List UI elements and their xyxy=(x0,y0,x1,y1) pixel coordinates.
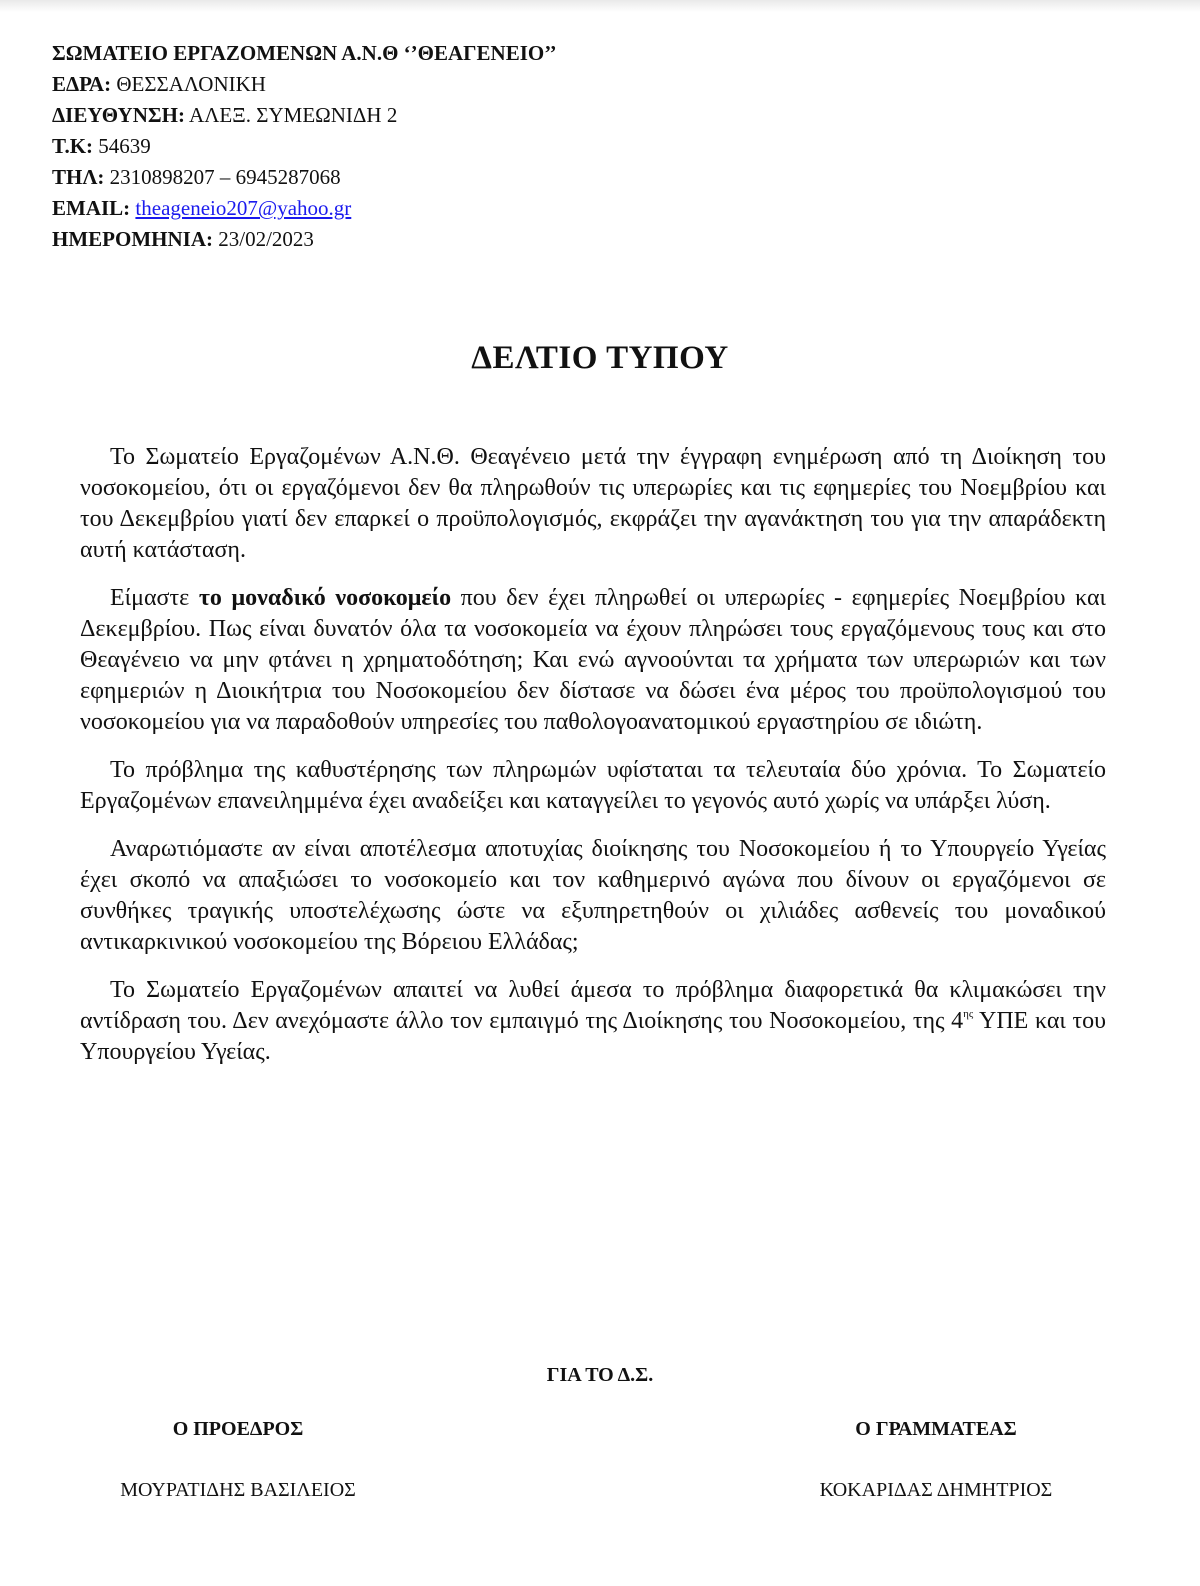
paragraph-2-rest: που δεν έχει πληρωθεί οι υπερωρίες - εφημερίες Νοεμβρίου και Δεκεμβρίου. Πως είναι δυνατόν όλα τα νοσοκομεία να έχουν πληρώσει τους εργαζόμενους τους και στο Θεαγένειο να μην φτάνει η χρηματοδότηση; Και ενώ αγνοούνται τα χρήματα των υπερωριών και των εφημεριών η Διοικήτρια του Νοσοκομείου δεν δίστασε να δώσει ένα μέρος του προϋπολογισμού του νοσοκομείου για να παραδοθούν υπηρεσίες του παθολογοανατομικού εργαστηρίου σε ιδιώτη. xyxy=(80,585,1107,735)
signature-president xyxy=(68,1418,408,1502)
paragraph-5 xyxy=(80,975,1106,1068)
phone-row xyxy=(52,162,557,193)
secretary-name: ΚΟΚΑΡΙΔΑΣ ΔΗΜΗΤΡΙΟΣ xyxy=(819,1479,1053,1501)
document-title: ΔΕΛΤΙΟ ΤΥΠΟΥ xyxy=(471,340,729,376)
paragraph-1: Το Σωματείο Εργαζομένων Α.Ν.Θ. Θεαγένειο μετά την έγγραφη ενημέρωση από τη Διοίκηση του νοσοκομείου, ότι οι εργαζόμενοι δεν θα πληρωθούν τις υπερωρίες και τις εφημερίες του Νοεμβρίου και του Δεκεμβρίου γιατί δεν επαρκεί ο προϋπολογισμός, εκφράζει την αγανάκτηση του για την απαράδεκτη αυτή κατάσταση. xyxy=(80,444,1106,563)
address-value: ΑΛΕΞ. ΣΥΜΕΩΝΙΔΗ 2 xyxy=(189,103,398,127)
paragraph-2 xyxy=(80,583,1106,738)
phone-value: 2310898207 – 6945287068 xyxy=(109,165,341,189)
paragraph-4: Αναρωτιόμαστε αν είναι αποτέλεσμα αποτυχίας διοίκησης του Νοσοκομείου ή το Υπουργείο Υγείας έχει σκοπό να απαξιώσει το νοσοκομείο και τον καθημερινό αγώνα που δίνουν οι εργαζόμενοι σε συνθήκες τραγικής υποστελέχωσης ώστε να εξυπηρετηθούν οι χιλιάδες ασθενείς του μοναδικού αντικαρκινικού νοσοκομείου της Βόρειου Ελλάδας; xyxy=(80,836,1106,955)
paragraph-5-end: ΥΠΕ και του Υπουργείου Υγείας. xyxy=(80,1008,1107,1065)
date-value: 23/02/2023 xyxy=(218,227,314,251)
email-label: EMAIL: xyxy=(52,196,131,220)
paragraph-2-bold: το μοναδικό νοσοκομείο xyxy=(198,585,452,611)
ordinal-suffix: ης xyxy=(963,1008,974,1020)
paragraph-3: Το πρόβλημα της καθυστέρησης των πληρωμών υφίσταται τα τελευταία δύο χρόνια. Το Σωματείο Εργαζομένων επανειλημμένα έχει αναδείξει και καταγγείλει το γεγονός αυτό χωρίς να υπάρξει λύση. xyxy=(80,757,1106,814)
press-release-body xyxy=(80,442,1106,1085)
phone-label: ΤΗΛ: xyxy=(52,165,105,189)
address-label: ΔΙΕΥΘΥΝΣΗ: xyxy=(52,103,185,127)
postcode-row xyxy=(52,131,557,162)
page-top-edge xyxy=(0,0,1200,12)
letterhead xyxy=(52,38,557,255)
date-row xyxy=(52,224,557,255)
seat-value: ΘΕΣΣΑΛΟΝΙΚΗ xyxy=(116,72,266,96)
address-row xyxy=(52,100,557,131)
seat-label: ΕΔΡΑ: xyxy=(52,72,112,96)
email-link[interactable]: theageneio207@yahoo.gr xyxy=(135,196,352,220)
secretary-role: Ο ΓΡΑΜΜΑΤΕΑΣ xyxy=(855,1418,1017,1440)
president-name: ΜΟΥΡΑΤΙΔΗΣ ΒΑΣΙΛΕΙΟΣ xyxy=(120,1479,356,1501)
organization-name-text: ΣΩΜΑΤΕΙΟ ΕΡΓΑΖΟΜΕΝΩΝ Α.Ν.Θ ‘’ΘΕΑΓΕΝΕΙΟ’’ xyxy=(52,41,557,65)
seat-row xyxy=(52,69,557,100)
date-label: ΗΜΕΡΟΜΗΝΙΑ: xyxy=(52,227,213,251)
paragraph-5-start: Το Σωματείο Εργαζομένων απαιτεί να λυθεί άμεσα το πρόβλημα διαφορετικά θα κλιμακώσει την αντίδραση του. Δεν ανεχόμαστε άλλο τον εμπαιγμό της Διοίκησης του Νοσοκομείου, της 4 xyxy=(80,977,1106,1034)
postcode-value: 54639 xyxy=(98,134,151,158)
postcode-label: Τ.Κ: xyxy=(52,134,94,158)
president-role: Ο ΠΡΟΕΔΡΟΣ xyxy=(172,1418,304,1440)
signature-secretary xyxy=(766,1418,1106,1502)
email-row xyxy=(52,193,557,224)
paragraph-2-start: Είμαστε xyxy=(110,585,199,611)
organization-name xyxy=(52,38,557,69)
on-behalf-of-board: ΓΙΑ ΤΟ Δ.Σ. xyxy=(546,1364,654,1386)
